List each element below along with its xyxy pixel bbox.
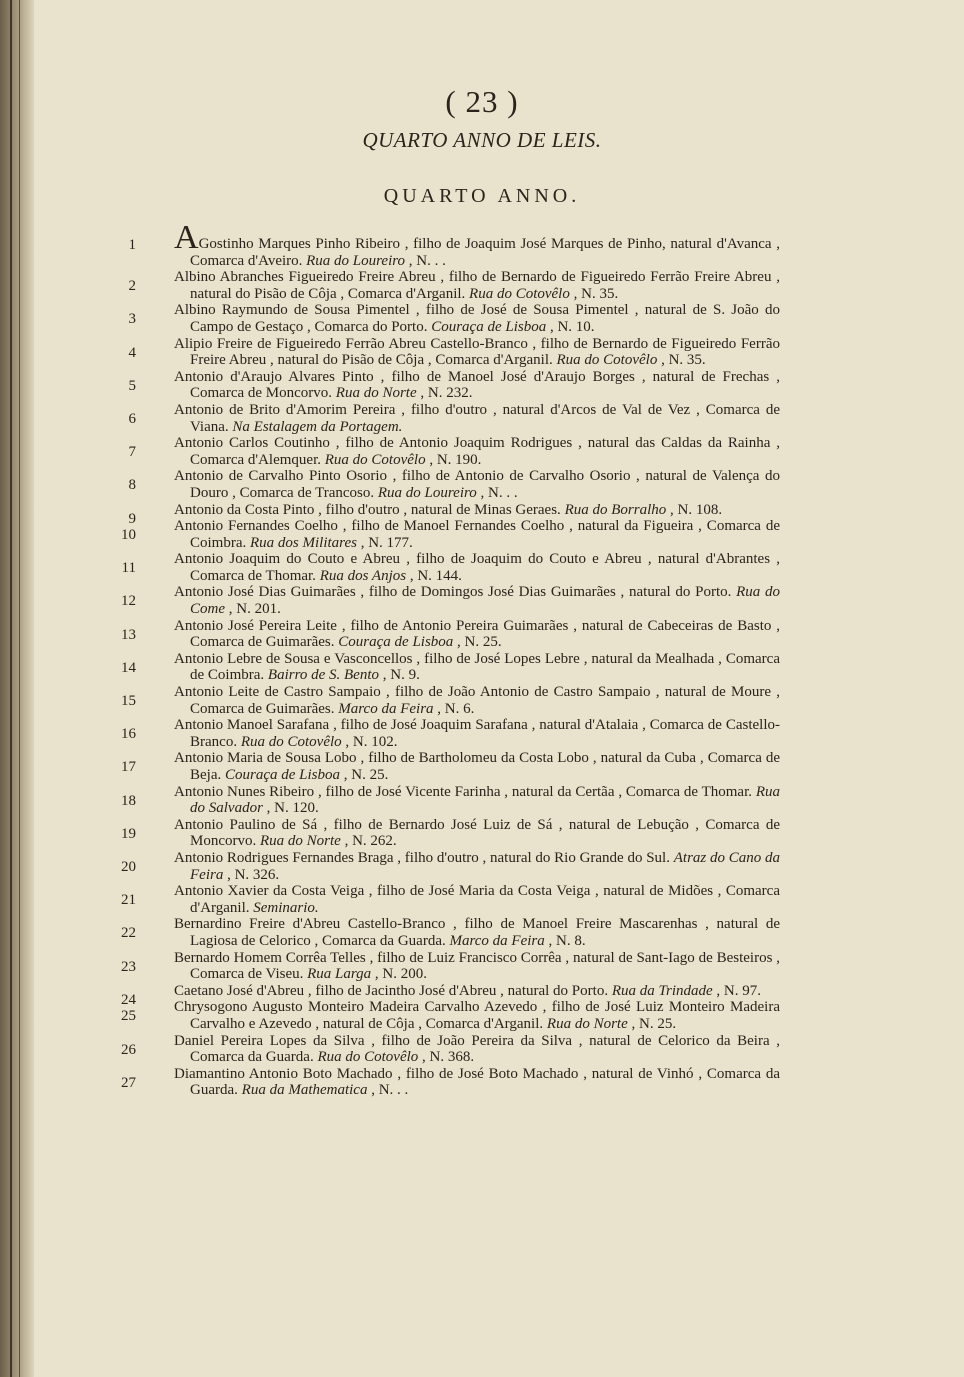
list-item — [121, 1065, 780, 1099]
entry-address: Couraça de Lisboa — [338, 634, 454, 651]
entry-address: Rua dos Militares — [250, 534, 357, 551]
entry-house-number: , N. 97. — [712, 982, 761, 999]
entry-text — [140, 551, 780, 584]
entry-house-number: , N. 108. — [666, 501, 723, 518]
entry-house-number: , N. . . — [367, 1082, 409, 1099]
entry-text — [140, 468, 780, 501]
entry-text — [140, 999, 780, 1032]
entry-number: 8 — [128, 477, 136, 494]
entry-description: Caetano José d'Abreu , filho de Jacintho José d'Abreu , natural do Porto. — [174, 982, 609, 999]
list-item — [121, 849, 781, 883]
entry-number: 13 — [121, 626, 136, 643]
entry-text — [140, 717, 780, 750]
entry-text — [140, 336, 780, 369]
entry-description: Antonio Joaquim do Couto e Abreu , filho de Joaquim do Couto e Abreu , natural d'Abrantes , Comarca de Thomar. — [174, 551, 780, 584]
entry-address: Rua da Trindade — [611, 982, 713, 999]
entry-address: Rua do Norte — [260, 833, 341, 850]
entry-address: Bairro de S. Bento — [267, 667, 379, 684]
list-item — [121, 916, 780, 949]
entry-number: 26 — [121, 1041, 136, 1058]
entry-description: Antonio de Carvalho Pinto Osorio , filho de Antonio de Carvalho Osorio , natural de Valença do Douro , Comarca de Trancoso. — [174, 468, 780, 501]
list-item — [121, 883, 780, 916]
entry-number: 2 — [128, 278, 136, 295]
list-item — [128, 468, 780, 501]
entry-text — [140, 651, 780, 684]
entry-address: Rua do Cotovêlo — [324, 451, 426, 468]
list-item — [121, 783, 781, 817]
entry-description: Bernardino Freire d'Abreu Castello-Branco , filho de Manoel Freire Mascarenhas , natural de Lagiosa de Celorico , Comarca da Guarda. — [174, 916, 780, 949]
entry-text — [140, 369, 780, 402]
entry-description: Antonio d'Araujo Alvares Pinto , filho de Manoel José d'Araujo Borges , natural de Frechas , Comarca de Moncorvo. — [174, 368, 780, 402]
entry-address: Rua do Cotovêlo — [469, 285, 570, 302]
entry-address: Marco da Feira — [449, 932, 545, 949]
list-item — [121, 551, 780, 584]
entry-number: 25 — [121, 1008, 136, 1025]
entry-number: 6 — [128, 410, 136, 427]
entry-house-number: , N. 35. — [657, 352, 706, 369]
entry-text — [140, 518, 780, 551]
list-item — [121, 584, 781, 618]
entry-house-number: , N. . . — [476, 484, 518, 501]
entry-description: Antonio Leite de Castro Sampaio , filho de João Antonio de Castro Sampaio , natural de Moure , Comarca de Guimarães. — [174, 684, 780, 717]
entry-text — [140, 983, 780, 1000]
entry-number: 21 — [121, 892, 136, 909]
entry-number: 22 — [121, 925, 136, 942]
entry-house-number: , N. 368. — [418, 1049, 475, 1066]
list-item — [128, 368, 780, 402]
entry-house-number: , N. 201. — [225, 601, 281, 618]
entry-description: Antonio Manoel Sarafana , filho de José Joaquim Sarafana , natural d'Atalaia , Comarca de Castello-Branco. — [174, 717, 780, 750]
entry-address: Rua do Cotovêlo — [240, 733, 342, 750]
entry-house-number: , N. 200. — [371, 966, 428, 983]
entry-address: Rua do Come — [190, 584, 781, 618]
entry-address: Marco da Feira — [338, 700, 434, 717]
entry-description: Diamantino Antonio Boto Machado , filho de José Boto Machado , natural de Vinhó , Comarca da Guarda. — [174, 1065, 780, 1099]
entry-description: Albino Abranches Figueiredo Freire Abreu , filho de Bernardo de Figueiredo Ferrão Freire Abreu , natural do Pisão de Côja , Comarca d'Arganil. — [174, 269, 780, 302]
list-item — [128, 302, 780, 335]
entry-description: Chrysogono Augusto Monteiro Madeira Carvalho Azevedo , filho de José Luiz Monteiro Madeira Carvalho e Azevedo , natural de Côja , Comarca d'Arganil. — [174, 999, 780, 1032]
entry-description: Antonio Maria de Sousa Lobo , filho de Bartholomeu da Costa Lobo , natural da Cuba , Comarca de Beja. — [174, 750, 780, 783]
entry-house-number: , N. 262. — [340, 833, 397, 850]
entry-address: Rua do Loureiro — [306, 252, 406, 269]
entry-description: Antonio José Dias Guimarães , filho de Domingos José Dias Guimarães , natural do Porto. — [174, 584, 732, 601]
entry-description: Antonio de Brito d'Amorim Pereira , filho d'outro , natural d'Arcos de Val de Vez , Comarca de Viana. — [174, 401, 780, 435]
entry-number: 18 — [121, 792, 136, 809]
entry-address: Rua do Norte — [335, 385, 417, 402]
page-number: ( 23 ) — [445, 84, 519, 119]
entry-text — [140, 219, 780, 269]
entry-house-number: , N. 25. — [627, 1015, 677, 1032]
entry-address: Rua da Mathematica — [241, 1082, 368, 1099]
entry-address: Couraça de Lisboa — [431, 318, 547, 335]
list-item — [121, 650, 780, 684]
entry-number: 20 — [121, 858, 136, 875]
entry-number: 1 — [128, 237, 136, 253]
list-item — [128, 219, 780, 269]
entry-number: 4 — [128, 344, 136, 361]
list-item — [121, 1032, 780, 1066]
list-item — [121, 949, 780, 983]
entry-text — [140, 883, 780, 916]
entry-text — [140, 584, 780, 617]
entry-address: Rua do Salvador — [190, 783, 781, 817]
entry-description: Antonio José Pereira Leite , filho de Antonio Pereira Guimarães , natural de Cabeceiras de Basto , Comarca de Guimarães. — [174, 617, 780, 651]
entry-list — [121, 219, 781, 1099]
entry-address: Rua dos Anjos — [319, 567, 407, 584]
entry-address: Rua do Cotovêlo — [556, 352, 658, 369]
entry-text — [140, 618, 780, 651]
entry-description: Daniel Pereira Lopes da Silva , filho de João Pereira da Silva , natural de Celorico da Beira , Comarca da Guarda. — [174, 1032, 780, 1066]
entry-house-number: , N. 232. — [416, 385, 473, 402]
entry-text — [140, 402, 780, 435]
entry-text — [140, 916, 780, 949]
entry-number: 17 — [121, 759, 136, 776]
section-title: QUARTO ANNO. — [383, 185, 581, 207]
entry-address: Seminario. — [253, 899, 319, 916]
entry-house-number: , N. 6. — [433, 700, 475, 717]
entry-text — [140, 1066, 780, 1099]
list-item — [121, 750, 780, 783]
entry-number: 19 — [121, 825, 136, 842]
entry-number: 11 — [121, 560, 136, 577]
entry-description: Antonio Carlos Coutinho , filho de Antonio Joaquim Rodrigues , natural das Caldas da Rainha , Comarca d'Alemquer. — [174, 435, 780, 468]
entry-address: Na Estalagem da Portagem. — [232, 418, 403, 435]
entry-text — [140, 750, 780, 783]
list-item — [128, 435, 780, 468]
entry-text — [140, 1033, 780, 1066]
entry-address: Rua do Loureiro — [377, 484, 477, 501]
entry-address: Rua do Borralho — [564, 501, 667, 518]
entry-description: Bernardo Homem Corrêa Telles , filho de Luiz Francisco Corrêa , natural de Sant-Iago de Besteiros , Comarca de Viseu. — [174, 949, 780, 983]
entry-house-number: , N. 10. — [546, 318, 595, 335]
entry-house-number: , N. 177. — [356, 534, 413, 551]
entry-address: Rua do Cotovêlo — [317, 1049, 419, 1066]
entry-house-number: , N. 9. — [379, 667, 420, 684]
list-item — [121, 816, 780, 850]
entry-number: 9 — [128, 510, 136, 527]
entry-house-number: , N. 35. — [569, 285, 619, 302]
list-item — [128, 269, 780, 302]
entry-description: Albino Raymundo de Sousa Pimentel , filho de José de Sousa Pimentel , natural de S. João do Campo de Gestaço , Comarca do Porto. — [174, 302, 780, 335]
list-item — [128, 401, 780, 435]
entry-number: 5 — [128, 377, 136, 394]
entry-text — [140, 435, 780, 468]
entry-number: 7 — [128, 444, 136, 461]
list-item — [121, 982, 780, 1008]
entry-description: Antonio Paulino de Sá , filho de Bernardo José Luiz de Sá , natural de Lebução , Comarca de Moncorvo. — [174, 816, 780, 850]
entry-house-number: , N. 102. — [341, 733, 398, 750]
entry-address: Atraz do Cano da Feira — [190, 849, 781, 883]
entry-description: Antonio Rodrigues Fernandes Braga , filho d'outro , natural do Rio Grande do Sul. — [174, 849, 670, 866]
entry-address: Rua do Norte — [546, 1015, 628, 1032]
entry-number: 12 — [121, 593, 136, 610]
running-head: QUARTO ANNO DE LEIS. — [362, 128, 602, 152]
entry-description: Antonio da Costa Pinto , filho d'outro , natural de Minas Geraes. — [174, 501, 561, 518]
entry-description: Alipio Freire de Figueiredo Ferrão Abreu Castello-Branco , filho de Bernardo de Figueiredo Ferrão Freire Abreu , natural do Pisão de Côja , Comarca d'Arganil. — [174, 335, 780, 369]
entry-house-number: , N. 120. — [262, 800, 319, 817]
entry-number: 15 — [121, 693, 136, 710]
entry-number: 10 — [121, 527, 136, 544]
entry-text — [140, 269, 780, 302]
entry-house-number: , N. . . — [405, 252, 446, 269]
entry-text — [140, 684, 780, 717]
entry-house-number: , N. 190. — [425, 451, 482, 468]
entry-number: 3 — [128, 311, 136, 328]
entry-text — [140, 302, 780, 335]
entry-description: Gostinho Marques Pinho Ribeiro , filho de Joaquim José Marques de Pinho, natural d'Avanca , Comarca d'Aveiro. — [190, 236, 780, 269]
entry-address: Couraça de Lisboa — [225, 767, 341, 783]
drop-cap-letter: A — [174, 219, 199, 256]
entry-description: Antonio Lebre de Sousa e Vasconcellos , filho de José Lopes Lebre , natural da Mealhada , Comarca de Coimbra. — [174, 650, 780, 684]
entry-address: Rua Larga — [307, 966, 372, 983]
list-item — [128, 501, 780, 527]
entry-number: 23 — [121, 958, 136, 975]
entry-number: 24 — [121, 991, 136, 1008]
entry-text — [140, 817, 780, 850]
entry-description: Antonio Nunes Ribeiro , filho de José Vicente Farinha , natural da Certãa , Comarca de Thomar. — [174, 783, 752, 800]
entry-description: Antonio Xavier da Costa Veiga , filho de José Maria da Costa Veiga , natural de Midões , Comarca d'Arganil. — [174, 883, 780, 916]
entry-house-number: , N. 144. — [406, 567, 462, 584]
list-item — [121, 717, 780, 750]
list-item — [121, 684, 780, 717]
entry-house-number: , N. 25. — [340, 767, 389, 783]
list-item — [121, 518, 780, 551]
list-item — [128, 335, 780, 369]
entry-text — [140, 784, 780, 817]
entry-house-number: , N. 8. — [544, 932, 586, 949]
entry-house-number: , N. 25. — [453, 634, 502, 651]
entry-house-number: , N. 326. — [223, 866, 280, 883]
entry-text — [140, 950, 780, 983]
entry-text — [140, 850, 780, 883]
entry-number: 14 — [121, 659, 136, 676]
list-item — [121, 617, 780, 651]
entry-number: 27 — [121, 1074, 136, 1091]
entry-text — [140, 502, 780, 519]
entry-number: 16 — [121, 726, 136, 743]
entry-description: Antonio Fernandes Coelho , filho de Manoel Fernandes Coelho , natural da Figueira , Comarca de Coimbra. — [174, 518, 780, 551]
